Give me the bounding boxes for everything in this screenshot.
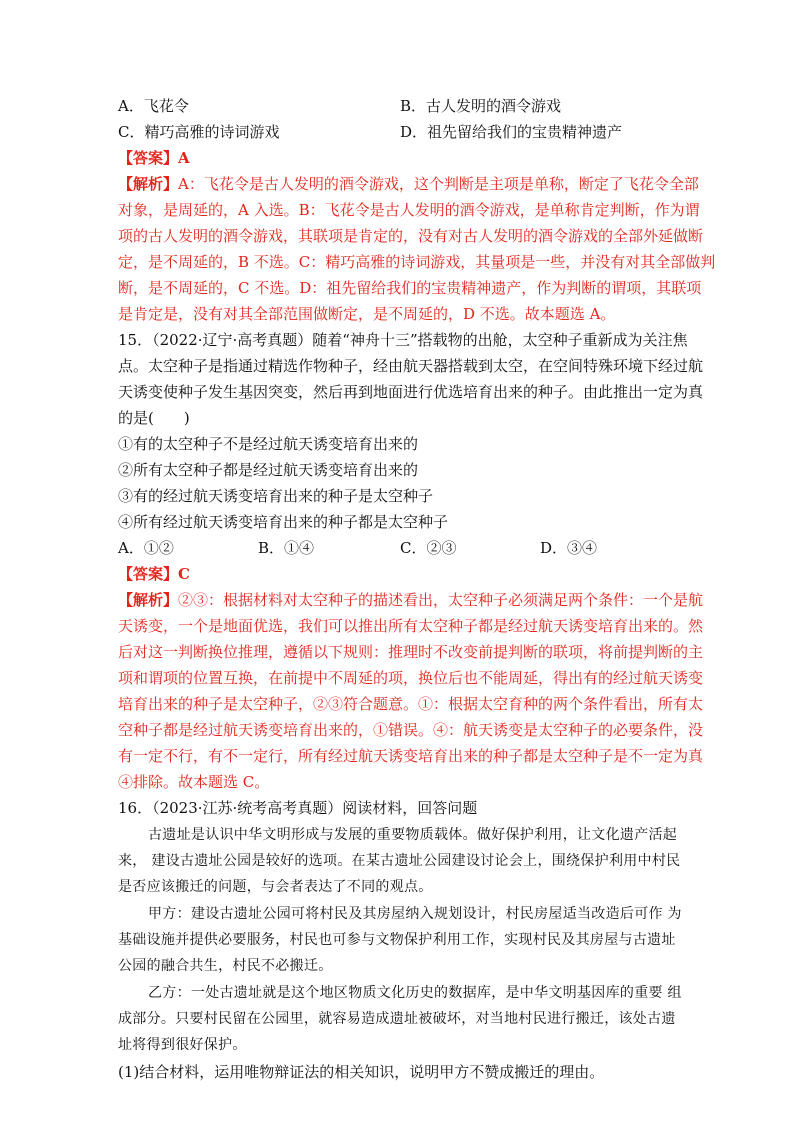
answer-value: A [178,149,190,167]
q15-analysis-line-6: 空种子都是经过航天诱变培育出来的，①错误。④：航天诱变是太空种子的必要条件，没 [118,721,704,739]
q14-option-b: B．古人发明的酒令游戏 [400,97,562,115]
q14-analysis-line-1 [118,173,699,195]
analysis-label: 【解析】 [118,591,179,609]
q15-stem-line-4: 的是( ) [118,409,190,427]
q15-analysis-line-2: 天诱变，一个是地面优选，我们可以推出所有太空种子都是经过航天诱变培育出来的。然 [118,617,704,635]
q14-option-c: C．精巧高雅的诗词游戏 [118,123,280,141]
question-number: 16． [118,799,153,817]
q15-stem-line-2: 点。太空种子是指通过精选作物种子，经由航天器搭载到太空，在空间特殊环境下经过航 [118,357,704,375]
answer-label: 【答案】 [118,565,179,583]
question-number: 15． [118,331,153,349]
q14-analysis-line-6: 是肯定是，没有对其全部范围做断定，是不周延的，D 不选。故本题选 A。 [118,305,616,323]
q15-statement-4: ④所有经过航天诱变培育出来的种子都是太空种子 [118,513,449,531]
q15-analysis-line-3: 后对这一判断换位推理，遵循以下规则：推理时不改变前提判断的联项，将前提判断的主 [118,643,704,661]
q15-statement-1: ①有的太空种子不是经过航天诱变培育出来的 [118,435,419,453]
answer-label: 【答案】 [118,149,179,167]
q16-material-line-5: 基础设施并提供必要服务，村民也可参与文物保护利用工作，实现村民及其房屋与古遗址 [118,932,676,948]
q15-statement-2: ②所有太空种子都是经过航天诱变培育出来的 [118,461,419,479]
q16-material-line-7: 乙方：一处古遗址就是这个地区物质文化历史的数据库，是中华文明基因库的重要 组 [148,985,682,1001]
q15-stem-line-1 [118,329,688,351]
q14-option-d: D．祖先留给我们的宝贵精神遗产 [400,123,623,141]
q14-analysis-line-5: 断，是不周延的，C 不选。D：祖先留给我们的宝贵精神遗产，作为判断的谓项，其联项 [118,279,702,297]
analysis-text: ②③：根据材料对太空种子的描述看出，太空种子必须满足两个条件：一个是航 [178,591,704,609]
q15-statement-3: ③有的经过航天诱变培育出来的种子是太空种子 [118,487,434,505]
q14-analysis-line-4: 定，是不周延的，B 不选。C：精巧高雅的诗词游戏，其量项是一些，并没有对其全部做判 [118,253,716,271]
q16-material-line-1: 古遗址是认识中华文明形成与发展的重要物质载体。做好保护利用，让文化遗产活起 [148,827,678,843]
q15-option-d: D．③④ [540,539,598,557]
q16-material-line-4: 甲方：建设古遗址公园可将村民及其房屋纳入规划设计，村民房屋适当改造后可作 为 [148,906,682,922]
q15-option-c: C．②③ [400,539,457,557]
q15-answer [118,563,190,585]
q15-option-a: A．①② [118,539,174,557]
q15-analysis-line-8: ④排除。故本题选 C。 [118,773,270,791]
q16-material-line-9: 址将得到很好保护。 [118,1037,247,1053]
q16-material-line-8: 成部分。只要村民留在公园里，就容易造成遗址被破坏，对当地村民进行搬迁，该处古遗 [118,1011,676,1027]
q16-material-line-2: 来， 建设古遗址公园是较好的选项。在某古遗址公园建设讨论会上，围绕保护利用中村民 [118,853,681,869]
question-text: （2022·辽宁·高考真题）随着“神舟十三”搭载物的出舱，太空种子重新成为关注焦 [152,331,688,349]
q16-material-line-6: 公园的融合共生，村民不必搬迁。 [118,958,333,974]
q15-analysis-line-1 [118,589,703,611]
analysis-label: 【解析】 [118,175,179,193]
q15-option-b: B．①④ [258,539,315,557]
q15-analysis-line-7: 有一定不行，有不一定行，所有经过航天诱变培育出来的种子都是太空种子是不一定为真 [118,747,704,765]
q14-answer [118,147,190,169]
q14-option-a: A．飞花令 [118,97,189,115]
q15-analysis-line-4: 项和谓项的位置互换，在前提中不周延的项，换位后也不能周延，得出有的经过航天诱变 [118,669,704,687]
q14-analysis-line-2: 对象，是周延的，A 入选。B：飞花令是古人发明的酒令游戏，是单称肯定判断，作为谓 [118,201,700,219]
analysis-text: A：飞花令是古人发明的酒令游戏，这个判断是主项是单称，断定了飞花令全部 [178,175,699,193]
question-text: （2023·江苏·统考高考真题）阅读材料，回答问题 [152,799,478,817]
q15-analysis-line-5: 培育出来的种子是太空种子，②③符合题意。①：根据太空育种的两个条件看出，所有太 [118,695,704,713]
q16-sub-question-1: (1)结合材料，运用唯物辩证法的相关知识，说明甲方不赞成搬迁的理由。 [118,1063,605,1081]
q15-stem-line-3: 天诱变使种子发生基因突变，然后再到地面进行优选培育出来的种子。由此推出一定为真 [118,383,704,401]
q14-analysis-line-3: 项的古人发明的酒令游戏，其联项是肯定的，没有对古人发明的酒令游戏的全部外延做断 [118,227,704,245]
q16-material-line-3: 是否应该搬迁的问题，与会者表达了不同的观点。 [118,879,433,895]
answer-value: C [178,565,190,583]
q16-stem [118,797,477,819]
